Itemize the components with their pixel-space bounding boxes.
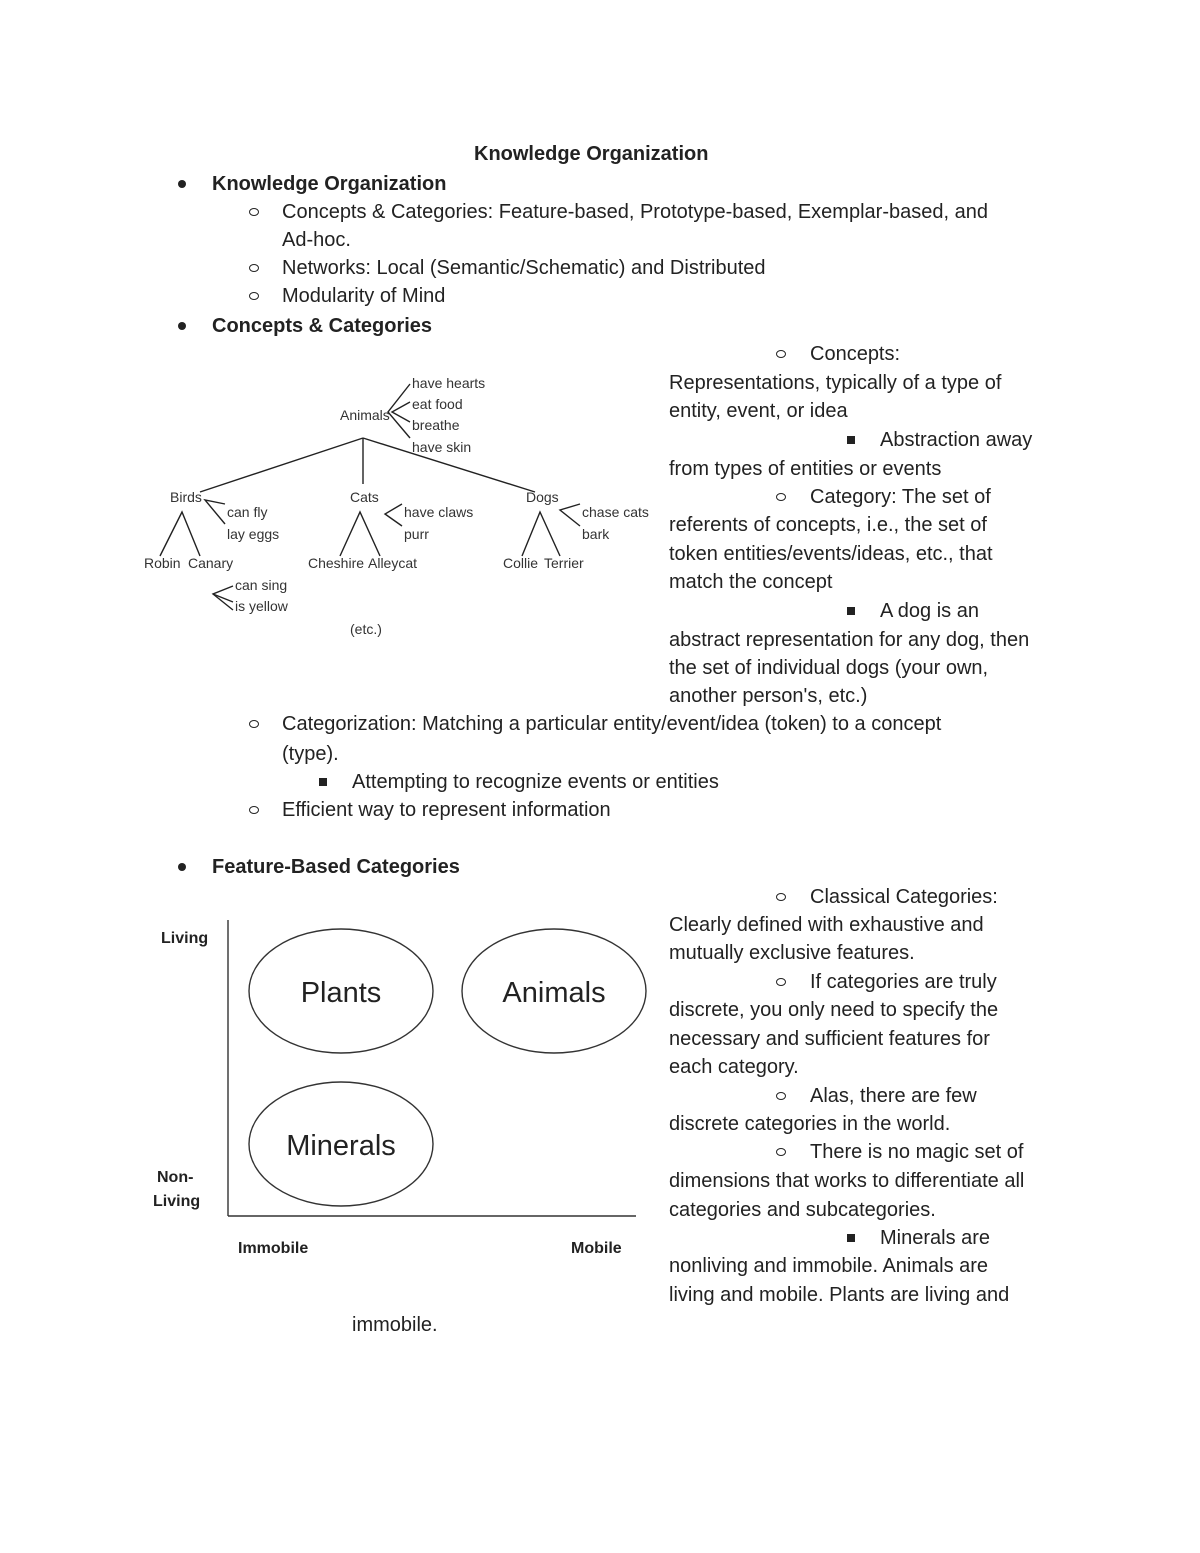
list-item: Networks: Local (Semantic/Schematic) and Distributed bbox=[282, 257, 766, 279]
bullet-circle bbox=[776, 978, 786, 986]
text-line: discrete, you only need to specify the bbox=[669, 999, 999, 1021]
tree-node-collie: Collie bbox=[503, 555, 539, 571]
tree-node-dogs: Dogs bbox=[526, 489, 559, 505]
axis-label-mobile: Mobile bbox=[571, 1240, 622, 1257]
tree-prop: is yellow bbox=[235, 598, 288, 614]
tree-node-canary: Canary bbox=[188, 555, 234, 571]
list-item: Modularity of Mind bbox=[282, 285, 446, 307]
semantic-network-figure bbox=[140, 366, 650, 646]
tree-prop: have hearts bbox=[412, 375, 486, 391]
bullet-dot bbox=[178, 180, 186, 188]
list-item-continuation: (type). bbox=[282, 743, 339, 765]
text-line: from types of entities or events bbox=[669, 458, 942, 480]
text-line: dimensions that works to differentiate all bbox=[669, 1170, 1025, 1192]
text-line: token entities/events/ideas, etc., that bbox=[669, 543, 993, 565]
bullet-circle bbox=[249, 264, 259, 272]
text-line: necessary and sufficient features for bbox=[669, 1028, 990, 1050]
bullet-circle bbox=[776, 1148, 786, 1156]
tree-node-cheshire: Cheshire bbox=[308, 555, 365, 571]
tree-prop: chase cats bbox=[582, 504, 649, 520]
section-heading: Concepts & Categories bbox=[212, 315, 433, 337]
text-line: discrete categories in the world. bbox=[669, 1113, 951, 1135]
text-line: Abstraction away bbox=[880, 429, 1033, 451]
tree-node-robin: Robin bbox=[144, 555, 181, 571]
category-space-figure bbox=[140, 910, 660, 1270]
text-line: Minerals are bbox=[880, 1227, 991, 1249]
tree-prop: bark bbox=[582, 526, 610, 542]
text-line: immobile. bbox=[352, 1314, 438, 1336]
bullet-circle bbox=[776, 893, 786, 901]
bullet-circle bbox=[249, 292, 259, 300]
section-heading: Feature-Based Categories bbox=[212, 856, 460, 878]
bullet-circle bbox=[776, 350, 786, 358]
text-line: living and mobile. Plants are living and bbox=[669, 1284, 1010, 1306]
bullet-circle bbox=[776, 1092, 786, 1100]
bullet-square bbox=[319, 778, 327, 786]
section-heading: Knowledge Organization bbox=[212, 173, 447, 195]
text-line: A dog is an bbox=[880, 600, 979, 622]
tree-node-terrier: Terrier bbox=[544, 555, 584, 571]
tree-prop: have claws bbox=[404, 504, 474, 520]
plants-label: Plants bbox=[300, 977, 382, 1009]
text-line: Category: The set of bbox=[810, 486, 991, 508]
list-item: Categorization: Matching a particular entity/event/idea (token) to a concept bbox=[282, 713, 942, 735]
list-item: Concepts & Categories: Feature-based, Prototype-based, Exemplar-based, and bbox=[282, 201, 988, 223]
bullet-square bbox=[847, 436, 855, 444]
bullet-circle bbox=[249, 208, 259, 216]
bullet-dot bbox=[178, 863, 186, 871]
text-line: If categories are truly bbox=[810, 971, 997, 993]
tree-node-alleycat: Alleycat bbox=[368, 555, 418, 571]
bullet-circle bbox=[249, 720, 259, 728]
tree-prop: have skin bbox=[412, 439, 472, 455]
tree-prop: eat food bbox=[412, 396, 463, 412]
axis-label-living: Living bbox=[161, 930, 209, 947]
text-line: Clearly defined with exhaustive and bbox=[669, 914, 984, 936]
axis-label-living2: Living bbox=[153, 1193, 201, 1210]
text-line: each category. bbox=[669, 1056, 799, 1078]
tree-node-cats: Cats bbox=[350, 489, 379, 505]
text-line: the set of individual dogs (your own, bbox=[669, 657, 989, 679]
animals-label: Animals bbox=[502, 977, 606, 1009]
text-line: referents of concepts, i.e., the set of bbox=[669, 514, 987, 536]
bullet-square bbox=[847, 607, 855, 615]
tree-prop: can fly bbox=[227, 504, 268, 520]
text-line: Concepts: bbox=[810, 343, 901, 365]
tree-prop: purr bbox=[404, 526, 429, 542]
list-item: Efficient way to represent information bbox=[282, 799, 611, 821]
bullet-dot bbox=[178, 322, 186, 330]
text-line: Alas, there are few bbox=[810, 1085, 977, 1107]
list-item: Attempting to recognize events or entities bbox=[352, 771, 719, 793]
bullet-square bbox=[847, 1234, 855, 1242]
text-line: categories and subcategories. bbox=[669, 1199, 936, 1221]
text-line: nonliving and immobile. Animals are bbox=[669, 1255, 989, 1277]
minerals-label: Minerals bbox=[286, 1130, 396, 1162]
text-line: match the concept bbox=[669, 571, 833, 593]
text-line: abstract representation for any dog, then bbox=[669, 629, 1030, 651]
tree-node-animals: Animals bbox=[340, 407, 390, 423]
tree-prop: breathe bbox=[412, 417, 460, 433]
axis-label-non: Non- bbox=[157, 1169, 194, 1186]
text-line: another person's, etc.) bbox=[669, 685, 868, 707]
text-line: entity, event, or idea bbox=[669, 400, 848, 422]
axis-label-immobile: Immobile bbox=[238, 1240, 309, 1257]
text-line: Classical Categories: bbox=[810, 886, 998, 908]
bullet-circle bbox=[776, 493, 786, 501]
text-line: Representations, typically of a type of bbox=[669, 372, 1002, 394]
page-title: Knowledge Organization bbox=[474, 143, 709, 165]
tree-etc: (etc.) bbox=[350, 621, 382, 637]
text-line: There is no magic set of bbox=[810, 1141, 1024, 1163]
bullet-circle bbox=[249, 806, 259, 814]
text-line: mutually exclusive features. bbox=[669, 942, 915, 964]
tree-node-birds: Birds bbox=[170, 489, 202, 505]
tree-prop: lay eggs bbox=[227, 526, 280, 542]
list-item-continuation: Ad-hoc. bbox=[282, 229, 351, 251]
tree-prop: can sing bbox=[235, 577, 288, 593]
